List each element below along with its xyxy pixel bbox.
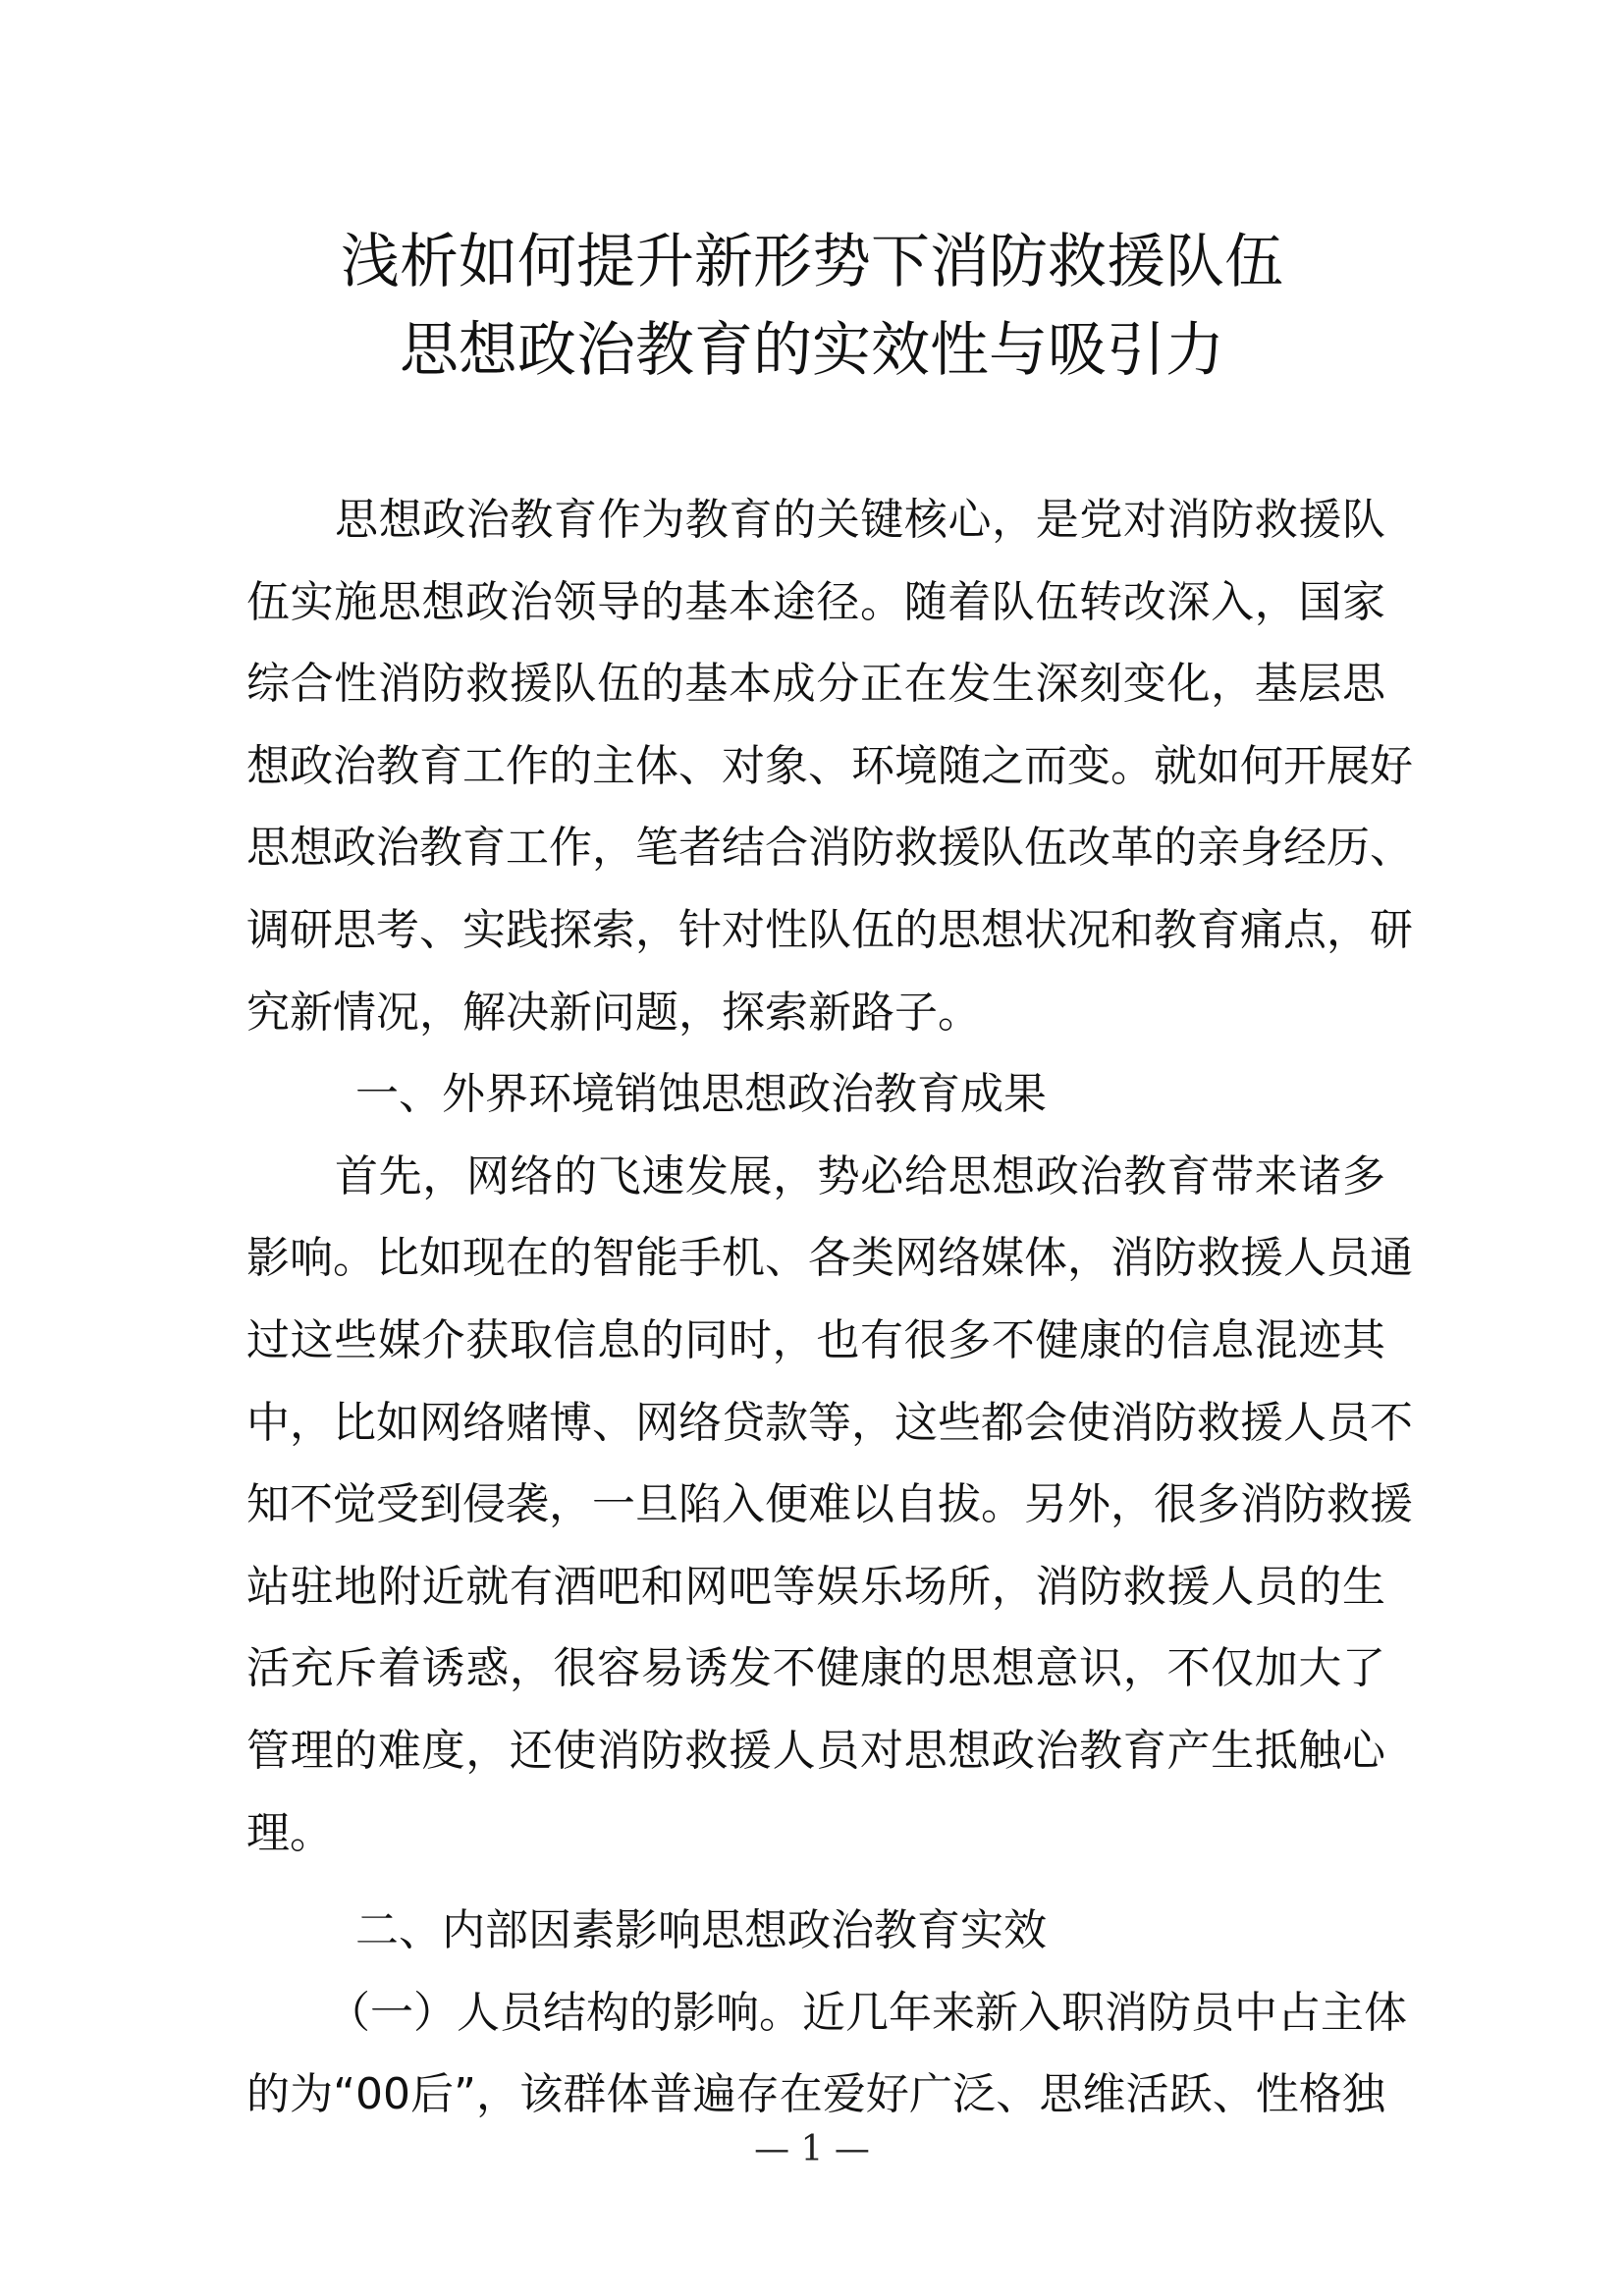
paragraph-intro [246, 479, 1413, 1053]
title-line-1: 浅析如何提升新形势下消防救援队伍 [341, 228, 1283, 296]
paragraph-line: 的为“00后”，该群体普遍存在爱好广泛、思维活跃、性格独 [246, 2069, 1385, 2120]
paragraph-line: 活充斥着诱惑，很容易诱发不健康的思想意识，不仅加大了 [246, 1643, 1385, 1694]
document-body [246, 479, 1413, 2136]
paragraph-line: 中，比如网络赌博、网络贷款等，这些都会使消防救援人员不 [246, 1397, 1413, 1448]
section-heading-1: 一、外界环境销蚀思想政治教育成果 [355, 1069, 1047, 1120]
paragraph-line: （一）人员结构的影响。近几年来新入职消防员中占主体 [327, 1987, 1407, 2038]
paragraph-line: 过这些媒介获取信息的同时，也有很多不健康的信息混迹其 [246, 1314, 1385, 1365]
paragraph-line: 首先，网络的飞速发展，势必给思想政治教育带来诸多 [335, 1150, 1385, 1201]
paragraph-line: 知不觉受到侵袭，一旦陷入便难以自拔。另外，很多消防救援 [246, 1479, 1413, 1530]
document-title [0, 218, 1624, 395]
paragraph-line: 究新情况，解决新问题，探索新路子。 [246, 987, 981, 1038]
paragraph-line: 思想政治教育作为教育的关键核心，是党对消防救援队 [335, 495, 1385, 545]
paragraph-section-2 [246, 1972, 1407, 2136]
paragraph-line: 站驻地附近就有酒吧和网吧等娱乐场所，消防救援人员的生 [246, 1561, 1385, 1612]
paragraph-line: 想政治教育工作的主体、对象、环境随之而变。就如何开展好 [246, 740, 1413, 791]
paragraph-line: 影响。比如现在的智能手机、各类网络媒体，消防救援人员通 [246, 1233, 1413, 1284]
paragraph-line: 理。 [246, 1807, 333, 1858]
title-line-2: 思想政治教育的实效性与吸引力 [400, 316, 1224, 385]
paragraph-line: 思想政治教育工作，笔者结合消防救援队伍改革的亲身经历、 [246, 823, 1413, 874]
paragraph-line: 伍实施思想政治领导的基本途径。随着队伍转改深入，国家 [246, 576, 1385, 627]
spacer [246, 1874, 1385, 1890]
paragraph-line: 综合性消防救援队伍的基本成分正在发生深刻变化，基层思 [246, 659, 1385, 710]
paragraph-line: 调研思考、实践探索，针对性队伍的思想状况和教育痛点，研 [246, 904, 1413, 955]
paragraph-section-1 [246, 1136, 1413, 1874]
section-heading-2: 二、内部因素影响思想政治教育实效 [355, 1905, 1047, 1956]
page-number: — 1 — [754, 2129, 870, 2169]
paragraph-line: 管理的难度，还使消防救援人员对思想政治教育产生抵触心 [246, 1725, 1385, 1776]
